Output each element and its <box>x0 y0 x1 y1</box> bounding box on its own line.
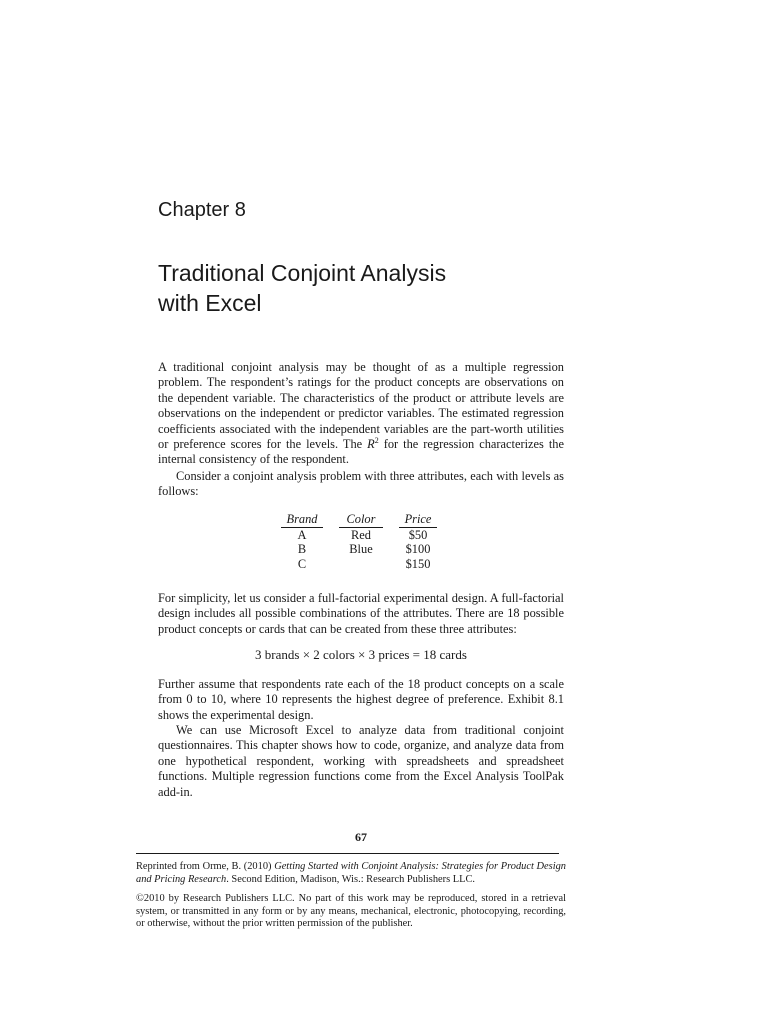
paragraph-attributes-intro-text: Consider a conjoint analysis problem with three attributes, each with levels as follows: <box>158 469 564 499</box>
reprint-book-title: Getting Started with Conjoint Analysis: Strategies for Product Design and Pricing Research <box>136 861 566 885</box>
column-header-color: Color <box>339 512 383 528</box>
column-header-brand: Brand <box>281 512 323 528</box>
table-cell: $100 <box>405 542 431 556</box>
table-cell: Blue <box>349 542 373 556</box>
table-header-row <box>281 512 437 528</box>
chapter-title-line-1: Traditional Conjoint Analysis <box>158 260 447 286</box>
page-number: 67 <box>355 830 367 844</box>
r-squared-symbol <box>367 437 379 451</box>
table-cell: A <box>297 527 307 542</box>
chapter-label: Chapter 8 <box>158 199 246 221</box>
paragraph-intro-text: A traditional conjoint analysis may be thought of as a multiple regression problem. The respondent’s ratings for the product concepts are observations on the dependent variable. The characteristics of the product or attribute levels are observations on the independent or predictor variables. The estimated regression coefficients associated with the independent variables are the part-worth utilities or preference scores for the levels. The <box>158 360 564 452</box>
table-row <box>281 528 437 543</box>
table-cell: $50 <box>408 527 428 542</box>
table-row <box>281 542 437 557</box>
chapter-title <box>158 258 578 318</box>
chapter-title-line-2: with Excel <box>158 290 262 316</box>
reprint-suffix: . Second Edition, Madison, Wis.: Research Publishers LLC. <box>226 873 475 885</box>
table-cell: Red <box>351 527 371 542</box>
paragraph-full-factorial-text: For simplicity, let us consider a full-factorial experimental design. A full-factorial design includes all possible combinations of the attributes. There are 18 possible product concepts or cards that can be created from these three attributes: <box>158 591 564 636</box>
r-squared-base: R <box>367 437 375 452</box>
column-header-price: Price <box>399 512 437 528</box>
paragraph-excel-text: We can use Microsoft Excel to analyze data from traditional conjoint questionnaires. This chapter shows how to code, organize, and analyze data from one hypothetical respondent, working with spreadsheets and spreadsheet functions. Multiple regression functions come from the Excel Analysis ToolPak add-in. <box>158 723 564 799</box>
paragraph-intro <box>158 360 564 468</box>
paragraph-full-factorial <box>158 591 564 637</box>
reprint-footnote <box>136 861 566 886</box>
table-row <box>281 557 437 572</box>
paragraph-attributes-intro <box>158 469 564 500</box>
paragraph-excel <box>158 723 564 800</box>
table-cell <box>339 557 383 572</box>
r-squared-exponent: 2 <box>374 436 379 446</box>
paragraph-ratings-text: Further assume that respondents rate each of the 18 product concepts on a scale from 0 to 10, where 10 represents the highest degree of preference. Exhibit 8.1 shows the experimental design. <box>158 677 564 722</box>
table-cell: B <box>297 542 307 556</box>
paragraph-intro-text-end: for the regression characterizes the internal consistency of the respondent. <box>158 437 564 467</box>
table-cell: C <box>297 556 307 571</box>
attribute-levels-table <box>281 512 437 571</box>
table-cell: $150 <box>405 556 431 571</box>
cards-equation: 3 brands × 2 colors × 3 prices = 18 cards <box>255 647 467 662</box>
paragraph-ratings <box>158 677 564 723</box>
reprint-prefix: Reprinted from Orme, B. (2010) <box>136 861 275 872</box>
copyright-footnote: ©2010 by Research Publishers LLC. No part of this work may be reproduced, stored in a retrieval system, or transmitted in any form or by any means, mechanical, electronic, photocopying, recording, or otherwise, without the prior written permission of the publisher. <box>136 893 566 930</box>
footnote-divider <box>136 853 559 854</box>
